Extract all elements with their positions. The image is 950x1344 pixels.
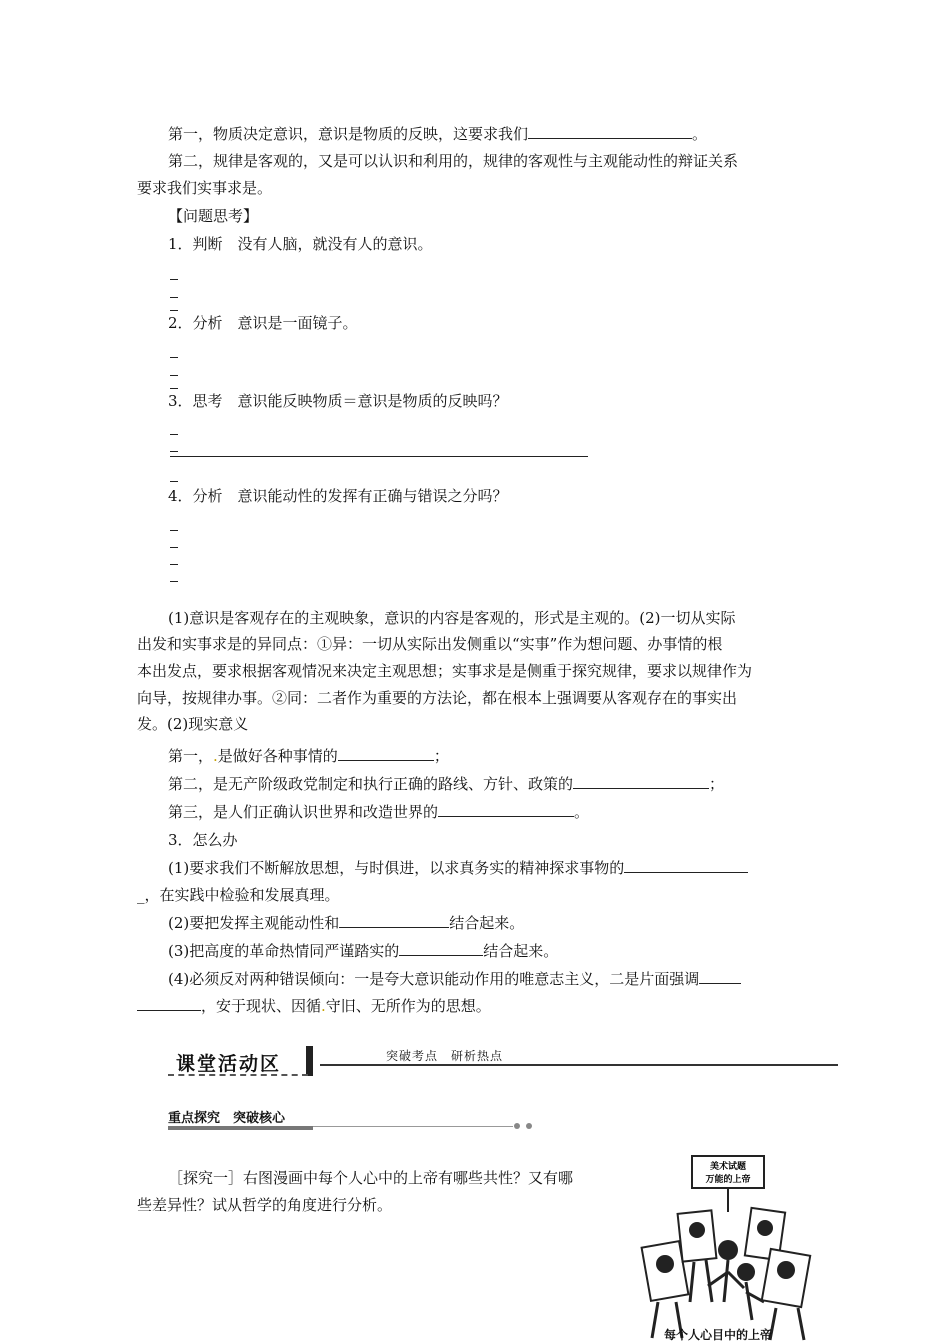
heading-problem-thinking: 【问题思考】 [168, 207, 259, 225]
meaning-3-text: 第三，是人们正确认识世界和改造世界的 [168, 803, 439, 821]
meaning-1-lead: 第一， [168, 747, 214, 765]
sign-text-2: 万能的上帝 [705, 1175, 751, 1185]
meaning-1 [168, 746, 449, 766]
what-to-do-1 [168, 858, 748, 878]
answer-blank[interactable] [170, 581, 178, 582]
section-dot [526, 1123, 532, 1129]
paragraph-first-text: 第一，物质决定意识，意识是物质的反映，这要求我们 [168, 125, 529, 143]
punct: 。 [574, 803, 590, 821]
fill-blank[interactable] [624, 858, 748, 873]
banner-subtitle: 突破考点 研析热点 [386, 1049, 504, 1063]
what-to-do-4-cont [137, 996, 491, 1016]
cartoon-caption: 每个人心目中的上帝 [664, 1328, 773, 1342]
answer-line[interactable] [170, 456, 588, 457]
punct: 。 [692, 125, 708, 143]
what-to-do-4-cont-b: 守旧、无所作为的思想。 [325, 997, 491, 1015]
what-to-do-1-cont: _，在实践中检验和发展真理。 [137, 886, 340, 904]
what-to-do-3-text: (3)把高度的革命热情同严谨踏实的 [168, 942, 400, 960]
answer-line-3: 本出发点，要求根据客观情况来决定主观思想；实事求是是侧重于探究规律，要求以规律作为 [137, 662, 753, 680]
answer-line-4: 向导，按规律办事。②同：二者作为重要的方法论，都在根本上强调要从客观存在的事实出 [137, 689, 738, 707]
banner-title: 课堂活动区 [176, 1053, 282, 1075]
punct: ； [709, 775, 725, 793]
answer-blank[interactable] [170, 530, 178, 531]
paragraph-second-line2: 要求我们实事求是。 [137, 179, 273, 197]
answer-blank[interactable] [170, 564, 178, 565]
meaning-1-text: 是做好各种事情的 [217, 747, 338, 765]
answer-blank[interactable] [170, 388, 178, 389]
fill-blank[interactable] [699, 969, 741, 984]
banner-divider [306, 1046, 313, 1076]
what-to-do-4 [168, 969, 741, 989]
answer-blank[interactable] [170, 434, 178, 435]
section-bar [168, 1126, 313, 1130]
answer-blank[interactable] [170, 547, 178, 548]
heading-what-to-do: 3．怎么办 [168, 831, 238, 849]
banner-underline [168, 1074, 308, 1076]
fill-blank[interactable] [339, 913, 449, 928]
paragraph-second-line1: 第二，规律是客观的，又是可以认识和利用的，规律的客观性与主观能动性的辩证关系 [168, 152, 739, 170]
answer-line-5: 发。(2)现实意义 [137, 715, 249, 733]
meaning-2-text: 第二，是无产阶级政党制定和执行正确的路线、方针、政策的 [168, 775, 574, 793]
what-to-do-4-text: (4)必须反对两种错误倾向：一是夸大意识能动作用的唯意志主义，二是片面强调 [168, 970, 700, 988]
section-title: 重点探究 突破核心 [168, 1111, 286, 1126]
ink-mark: . [321, 997, 326, 1015]
explore-line-1: ［探究一］右图漫画中每个人心中的上帝有哪些共性？又有哪 [168, 1169, 574, 1187]
answer-line-1: (1)意识是客观存在的主观映象，意识的内容是客观的，形式是主观的。(2)一切从实际 [168, 609, 736, 627]
fill-blank[interactable] [399, 941, 483, 956]
section-dot [514, 1123, 520, 1129]
fill-blank[interactable] [438, 802, 574, 817]
meaning-3 [168, 802, 589, 822]
paragraph-first [168, 124, 707, 144]
cartoon-image [636, 1152, 816, 1344]
what-to-do-3 [168, 941, 558, 961]
answer-blank[interactable] [170, 279, 178, 280]
punct: ； [433, 747, 449, 765]
answer-blank[interactable] [170, 357, 178, 358]
what-to-do-2-text: (2)要把发挥主观能动性和 [168, 914, 340, 932]
meaning-2 [168, 774, 724, 794]
what-to-do-2 [168, 913, 524, 933]
ink-mark: . [213, 747, 218, 765]
answer-line-2: 出发和实事求是的异同点：①异：一切从实际出发侧重以“实事”作为想问题、办事情的根 [137, 635, 723, 653]
what-to-do-2-end: 结合起来。 [449, 914, 525, 932]
section-line [313, 1126, 513, 1127]
question-2: 2．分析 意识是一面镜子。 [168, 314, 358, 332]
what-to-do-1-text: (1)要求我们不断解放思想，与时俱进，以求真务实的精神探求事物的 [168, 859, 625, 877]
question-1: 1．判断 没有人脑，就没有人的意识。 [168, 235, 433, 253]
sign-text-1: 美术试题 [709, 1162, 747, 1172]
answer-blank[interactable] [170, 297, 178, 298]
fill-blank[interactable] [528, 124, 692, 139]
fill-blank[interactable] [573, 774, 709, 789]
question-3: 3．思考 意识能反映物质＝意识是物质的反映吗？ [168, 392, 508, 410]
answer-blank[interactable] [170, 481, 178, 482]
what-to-do-3-end: 结合起来。 [483, 942, 559, 960]
banner-rule [320, 1064, 838, 1066]
fill-blank[interactable] [137, 996, 201, 1011]
what-to-do-4-cont-a: ，安于现状、因循 [201, 997, 322, 1015]
explore-line-2: 些差异性？试从哲学的角度进行分析。 [137, 1196, 393, 1214]
answer-blank[interactable] [170, 375, 178, 376]
answer-blank[interactable] [170, 310, 178, 311]
answer-blank[interactable] [170, 451, 178, 452]
fill-blank[interactable] [338, 746, 434, 761]
question-4: 4．分析 意识能动性的发挥有正确与错误之分吗？ [168, 487, 508, 505]
